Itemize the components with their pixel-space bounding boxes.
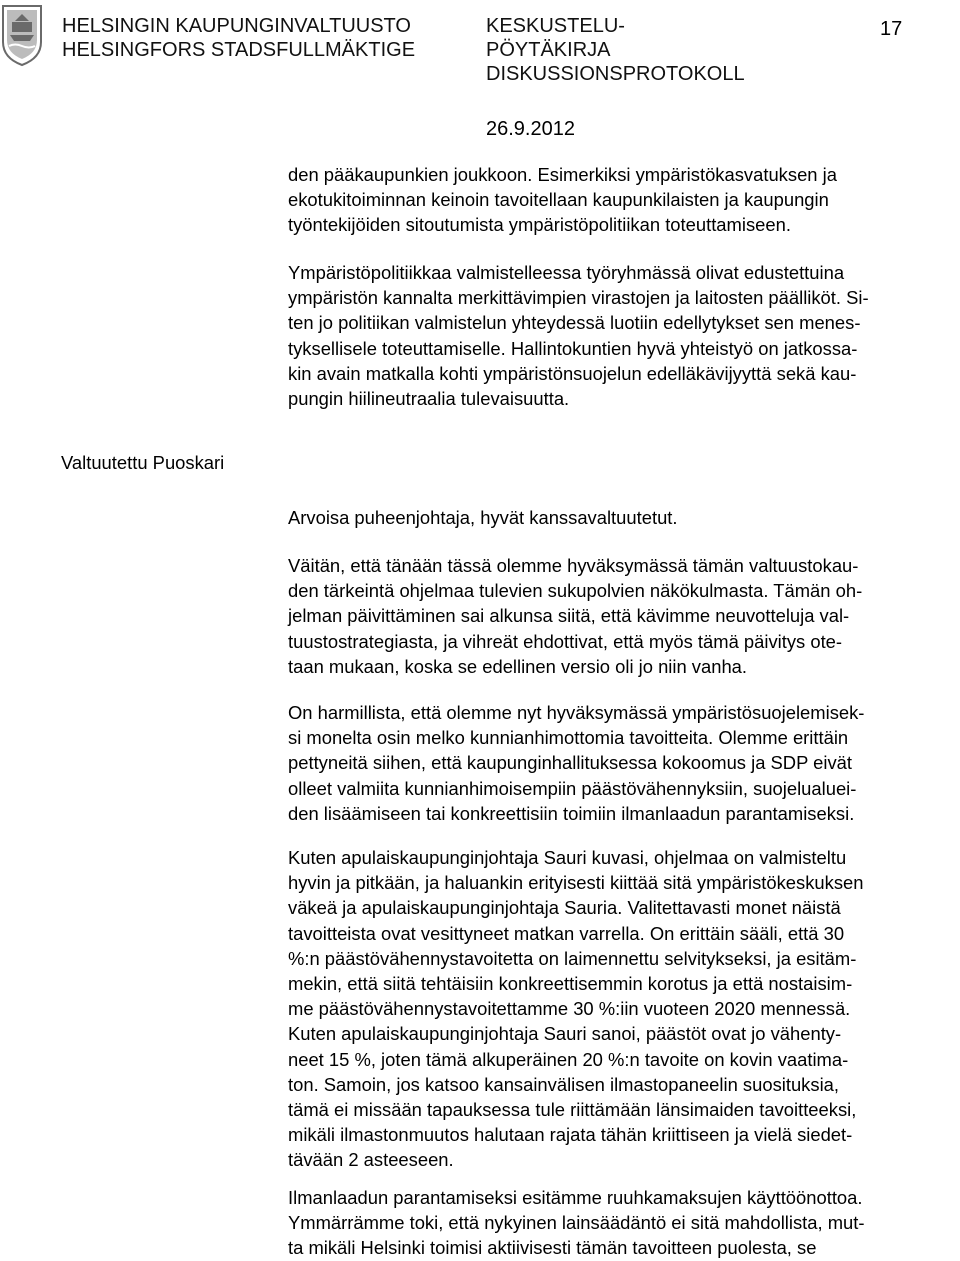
speech-paragraph-2: Väitän, että tänään tässä olemme hyväksymässä tämän valtuustokau- den tärkeintä ohjelmaa tulevien sukupolvien näkökulmasta. Tämän oh- jelman päivittäminen sai alkunsa siitä, että kävimme neuvotteluja val- tuustostrategiasta, ja vihreät ehdottivat, että myös tämä päivitys ote- taan mukaan, koska se edellinen versio oli jo niin vanha. [288, 555, 863, 677]
document-type-line-1: KESKUSTELU- [486, 15, 625, 37]
document-type-line-3: DISKUSSIONSPROTOKOLL [486, 63, 745, 85]
document-type [486, 14, 745, 86]
organization-name-finnish: HELSINGIN KAUPUNGINVALTUUSTO [62, 15, 411, 37]
intro-paragraph-1: den pääkaupunkien joukkoon. Esimerkiksi ympäristökasvatuksen ja ekotukitoiminnan keinoin tavoitellaan kaupunkilaisten ja kaupungin työntekijöiden sitoutumista ympäristöpolitiikan toteuttamiseen. [288, 164, 837, 236]
intro-paragraph-2: Ympäristöpolitiikkaa valmistelleessa työryhmässä olivat edustettuina ympäristön kannalta merkittävimpien virastojen ja laitosten päälliköt. Si- ten jo politiikan valmistelun yhteydessä luotiin edellytykset sen menes- tyksellisele toteuttamiselle. Hallintokuntien hyvä yhteistyö on jatkossa- kin avain matkalla kohti ympäristönsuojelun edelläkävijyyttä sekä kau- pungin hiilineutraalia tulevaisuutta. [288, 262, 869, 410]
speech-paragraph-4: Kuten apulaiskaupunginjohtaja Sauri kuvasi, ohjelmaa on valmisteltu hyvin ja pitkään, ja haluankin erityisesti kiittää sitä ympäristökeskuksen väkeä ja apulaiskaupunginjohtaja Sauria. Valitettavasti monet näistä tavoitteista ovat vesittyneet matkan varrella. On erittäin sääli, että 30 %:n päästövähennystavoitetta on laimennettu selvitykseksi, ja esitäm- mekin, että siitä tehtäisiin konkreettisemmin korotus ja että nostaisim- me päästövähennystavoitettamme 30 %:iin vuoteen 2020 mennessä. Kuten apulaiskaupunginjohtaja Sauri sanoi, päästöt ovat jo vähenty- neet 15 %, joten tämä alkuperäinen 20 %:n tavoite on kovin vaatima- ton. Samoin, jos katsoo kansainvälisen ilmastopaneelin suosituksia, tämä ei missään tapauksessa tule riittämään länsimaiden tavoitteeksi, mikäli ilmastonmuutos halutaan rajata tähän kriittiseen ja vielä siedet- tävään 2 asteeseen. [288, 847, 864, 1171]
meeting-date: 26.9.2012 [486, 118, 575, 140]
speech-paragraph-5: Ilmanlaadun parantamiseksi esitämme ruuhkamaksujen käyttöönottoa. Ymmärrämme toki, että nykyinen lainsäädäntö ei sitä mahdollista, mut- ta mikäli Helsinki toimisi aktiivisesti tämän tavoitteen puolesta, se [288, 1187, 865, 1259]
organization-name [62, 14, 415, 62]
speech-paragraph-1: Arvoisa puheenjohtaja, hyvät kanssavaltuutetut. [288, 507, 678, 528]
page-number: 17 [880, 18, 903, 40]
document-type-line-2: PÖYTÄKIRJA [486, 39, 611, 61]
speaker-name: Valtuutettu Puoskari [61, 452, 225, 473]
organization-name-swedish: HELSINGFORS STADSFULLMÄKTIGE [62, 39, 416, 61]
helsinki-crest-logo [0, 2, 44, 68]
speech-paragraph-3: On harmillista, että olemme nyt hyväksymässä ympäristösuojelemisek- si monelta osin melko kunnianhimottomia tavoitteita. Olemme erittäin pettyneitä siihen, että kaupunginhallituksessa kokoomus ja SDP eivät olleet valmiita kunnianhimoisempiin päästövähennyksiin, suojelualuei- den lisäämiseen tai konkreettisiin toimiin ilmanlaadun parantamiseksi. [288, 702, 865, 824]
